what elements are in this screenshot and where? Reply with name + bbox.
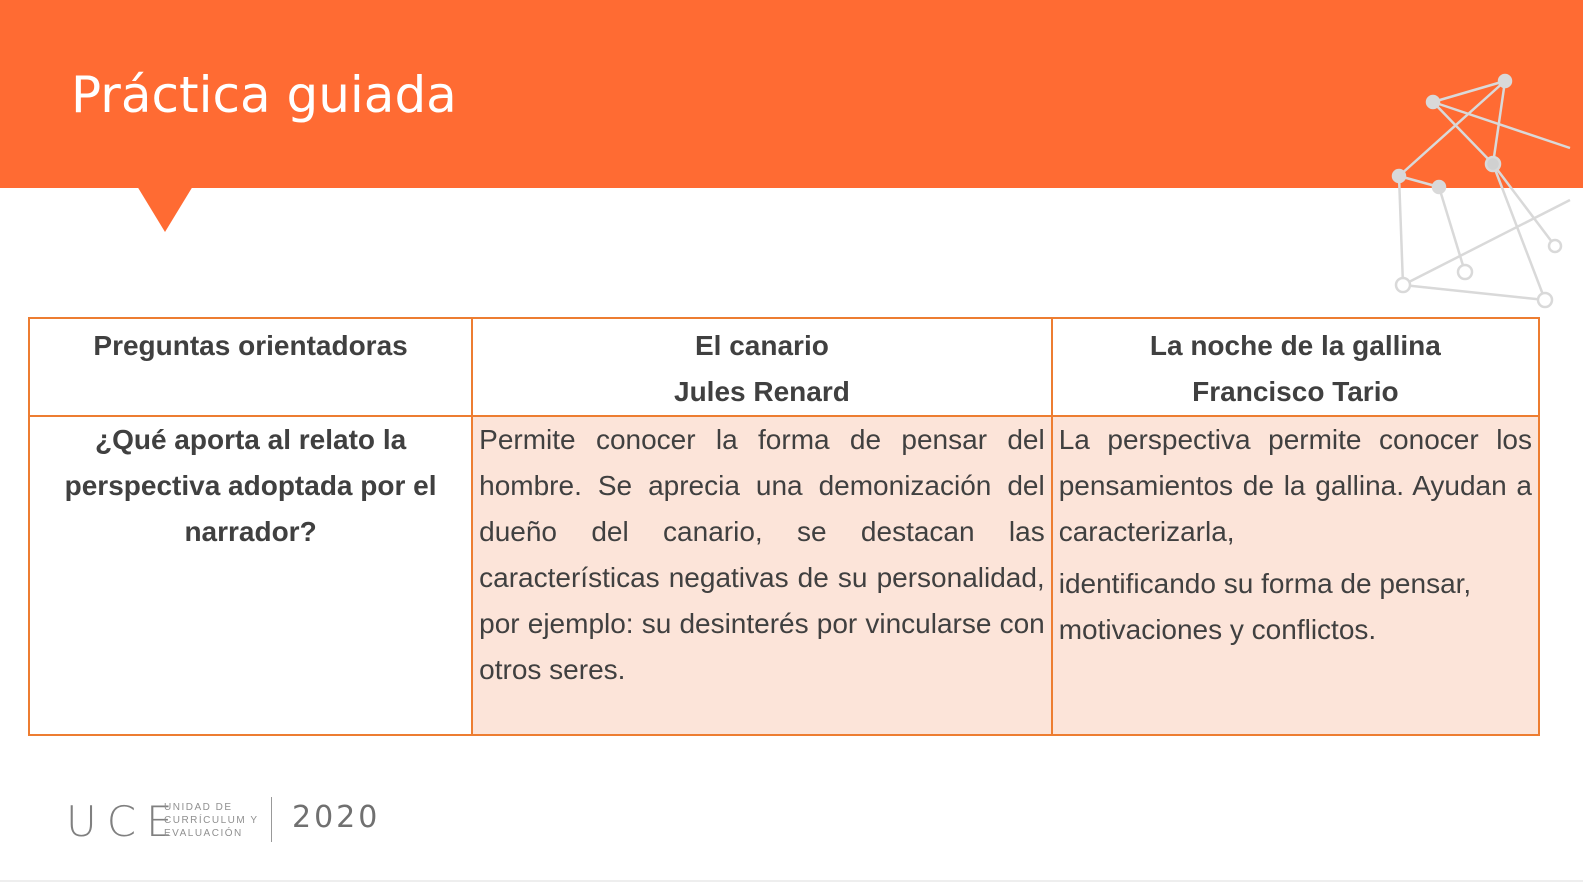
question-text: ¿Qué aporta al relato la perspectiva adoptada por el narrador? xyxy=(64,424,437,547)
answer-cell-canario xyxy=(472,416,1052,735)
header-title: El canario xyxy=(695,330,829,361)
header-cell-canario xyxy=(472,318,1052,416)
footer-divider xyxy=(271,797,272,842)
logo-text-line: EVALUACIÓN xyxy=(164,828,243,839)
answer-text: identificando su forma de pensar, motivaciones y conflictos. xyxy=(1058,568,1472,645)
header-label: Preguntas orientadoras xyxy=(93,330,408,361)
answer-text: La perspectiva permite conocer los pensamientos de la gallina. Ayudan a caracterizarla, xyxy=(1058,424,1532,547)
uce-logo: UCE xyxy=(66,797,183,846)
table-header-row xyxy=(29,318,1539,416)
network-nodes-icon xyxy=(1380,60,1583,310)
logo-text-line: UNIDAD DE xyxy=(164,802,233,813)
header-cell-gallina xyxy=(1052,318,1539,416)
footer-year: 2020 xyxy=(292,800,381,835)
answer-text: Permite conocer la forma de pensar del hombre. Se aprecia una demonización del dueño del canario, se destacan las características negativas de su personalidad, por ejemplo: su desinterés por vincularse con otros seres. xyxy=(479,424,1045,685)
header-author: Francisco Tario xyxy=(1192,376,1399,407)
guide-table xyxy=(28,317,1540,736)
answer-cell-gallina xyxy=(1052,416,1539,735)
header-cell-preguntas xyxy=(29,318,472,416)
question-cell xyxy=(29,416,472,735)
bottom-divider xyxy=(0,880,1583,882)
table-row xyxy=(29,416,1539,735)
logo-text-line: CURRÍCULUM Y xyxy=(164,815,259,826)
header-title: La noche de la gallina xyxy=(1149,330,1441,361)
header-author: Jules Renard xyxy=(674,376,850,407)
slide-title: Práctica guiada xyxy=(71,66,457,124)
uce-logo-text xyxy=(164,801,259,840)
banner-pointer xyxy=(137,186,193,232)
